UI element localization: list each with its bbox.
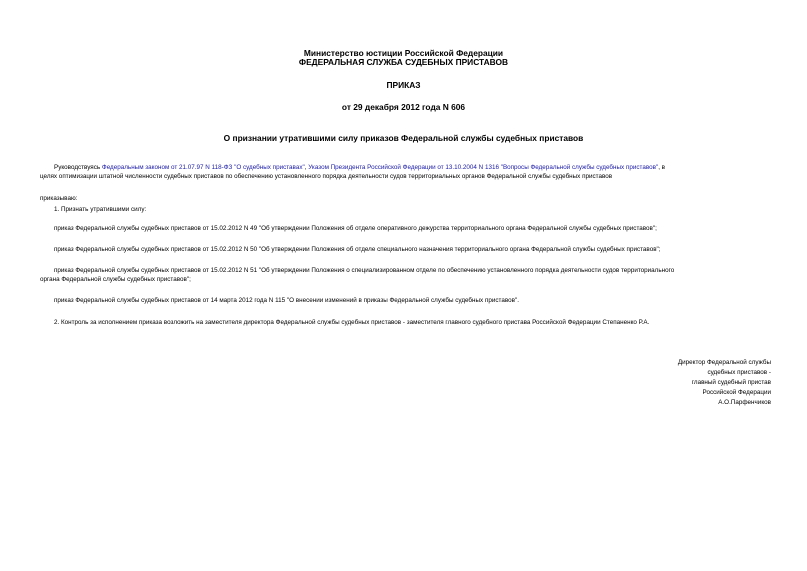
presidential-decree-link[interactable]: Указом Президента Российской Федерации от 13.10.2004 N 1316 "Вопросы Федеральной службы судебных приставов" — [308, 164, 659, 171]
revoked-order-51: приказ Федеральной службы судебных приставов от 15.02.2012 N 51 "Об утверждении Положения о специализированном отделе по обеспечению установленного порядка деятельности судов территориального — [54, 267, 675, 274]
preamble-tail: , в — [658, 164, 666, 171]
ministry-heading: Министерство юстиции Российской Федерации — [303, 48, 504, 58]
document-title: О признании утратившими силу приказов Федеральной службы судебных приставов — [223, 133, 584, 143]
signature-line: главный судебный пристав — [691, 379, 771, 386]
item-1-heading: 1. Признать утратившими силу: — [54, 206, 147, 213]
revoked-order-115: приказ Федеральной службы судебных приставов от 14 марта 2012 года N 115 "О внесении изменений в приказы Федеральной службы судебных приставов". — [54, 297, 519, 304]
federal-law-link[interactable]: Федеральным законом от 21.07.97 N 118-ФЗ "О судебных приставах" — [101, 164, 305, 171]
revoked-order-49: приказ Федеральной службы судебных приставов от 15.02.2012 N 49 "Об утверждении Положения об отделе оперативного дежурства территориального органа Федеральной службы судебных приставов"; — [54, 225, 657, 232]
preamble-line-1 — [54, 164, 665, 172]
signature-line: Российской Федерации — [702, 389, 771, 396]
preamble-lead: Руководствуясь — [54, 164, 102, 171]
preamble-separator: , — [304, 164, 309, 171]
service-heading: ФЕДЕРАЛЬНАЯ СЛУЖБА СУДЕБНЫХ ПРИСТАВОВ — [298, 57, 509, 67]
order-word: приказываю: — [40, 195, 78, 202]
document-date: от 29 декабря 2012 года N 606 — [341, 102, 466, 112]
preamble-line-2: целях оптимизации штатной численности судебных приставов по обеспечению установленного порядка деятельности судов территориальных органов Федеральной службы судебных приставов — [40, 173, 613, 180]
revoked-order-51-continuation: органа Федеральной службы судебных приставов"; — [40, 276, 191, 283]
item-2-control: 2. Контроль за исполнением приказа возложить на заместителя директора Федеральной службы судебных приставов - заместителя главного судебного пристава Российской Федерации Степаненко Р.А. — [54, 319, 650, 326]
revoked-order-50: приказ Федеральной службы судебных приставов от 15.02.2012 N 50 "Об утверждении Положения об отделе специального назначения территориального органа Федеральной службы судебных приставов"; — [54, 246, 661, 253]
signature-block — [560, 358, 771, 408]
signatory-name: А.О.Парфенчиков — [718, 399, 771, 406]
signature-line: Директор Федеральной службы — [677, 359, 771, 366]
signature-line: судебных приставов - — [707, 369, 771, 376]
document-type: ПРИКАЗ — [386, 80, 421, 90]
